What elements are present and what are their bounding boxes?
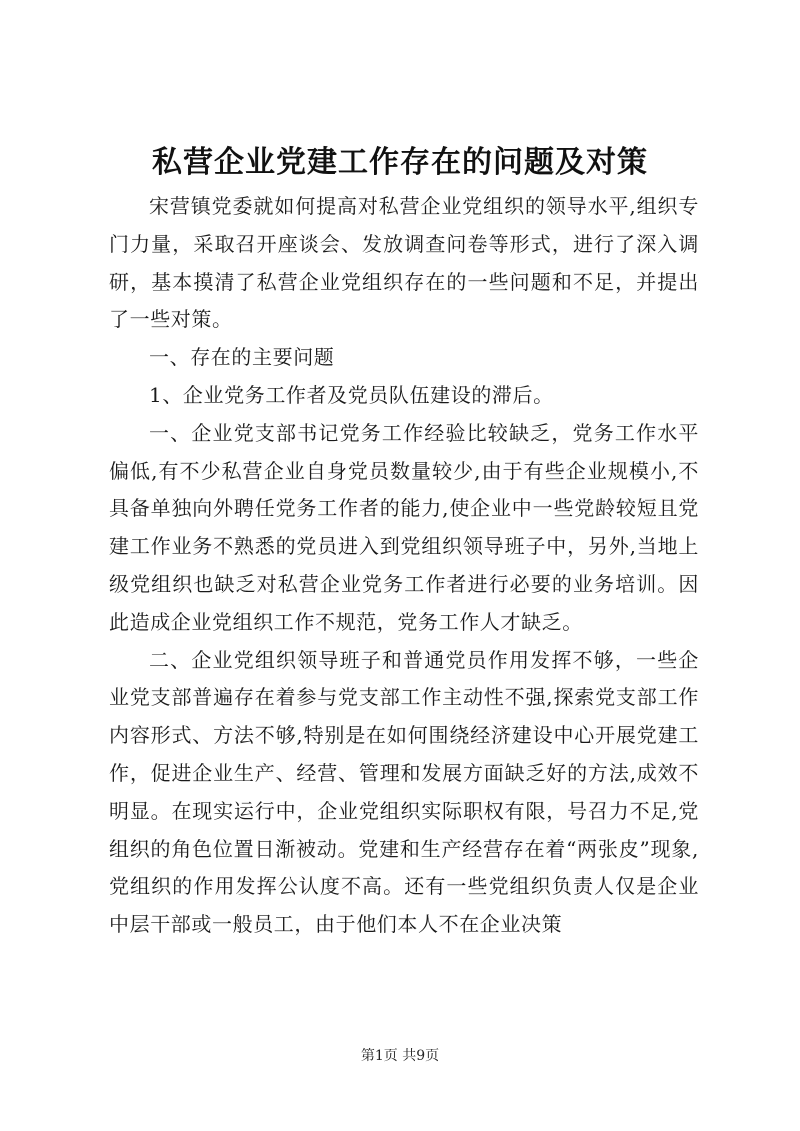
paragraph-intro: 宋营镇党委就如何提高对私营企业党组织的领导水平,组织专门力量，采取召开座谈会、发放调查问卷等形式，进行了深入调研，基本摸清了私营企业党组织存在的一些问题和不足，并提出了一些对策。 (109, 194, 699, 332)
page-number-footer: 第1页 共9页 (360, 1048, 440, 1064)
document-body (109, 188, 699, 944)
paragraph-point-two: 二、企业党组织领导班子和普通党员作用发挥不够，一些企业党支部普遍存在着参与党支部工作主动性不强,探索党支部工作内容形式、方法不够,特别是在如何围绕经济建设中心开展党建工作，促进企业生产、经营、管理和发展方面缺乏好的方法,成效不明显。在现实运行中，企业党组织实际职权有限，号召力不足,党组织的角色位置日渐被动。党建和生产经营存在着“两张皮”现象,党组织的作用发挥公认度不高。还有一些党组织负责人仅是企业中层干部或一般员工，由于他们本人不在企业决策 (109, 647, 699, 937)
document-title: 私营企业党建工作存在的问题及对策 (152, 145, 648, 180)
subsection-heading: 1、企业党务工作者及党员队伍建设的滞后。 (149, 382, 554, 407)
section-heading: 一、存在的主要问题 (149, 345, 335, 370)
paragraph-point-one: 一、企业党支部书记党务工作经验比较缺乏，党务工作水平偏低,有不少私营企业自身党员数量较少,由于有些企业规模小,不具备单独向外聘任党务工作者的能力,使企业中一些党龄较短且党建工作业务不熟悉的党员进入到党组织领导班子中，另外,当地上级党组织也缺乏对私营企业党务工作者进行必要的业务培训。因此造成企业党组织工作不规范，党务工作人才缺乏。 (109, 420, 699, 634)
